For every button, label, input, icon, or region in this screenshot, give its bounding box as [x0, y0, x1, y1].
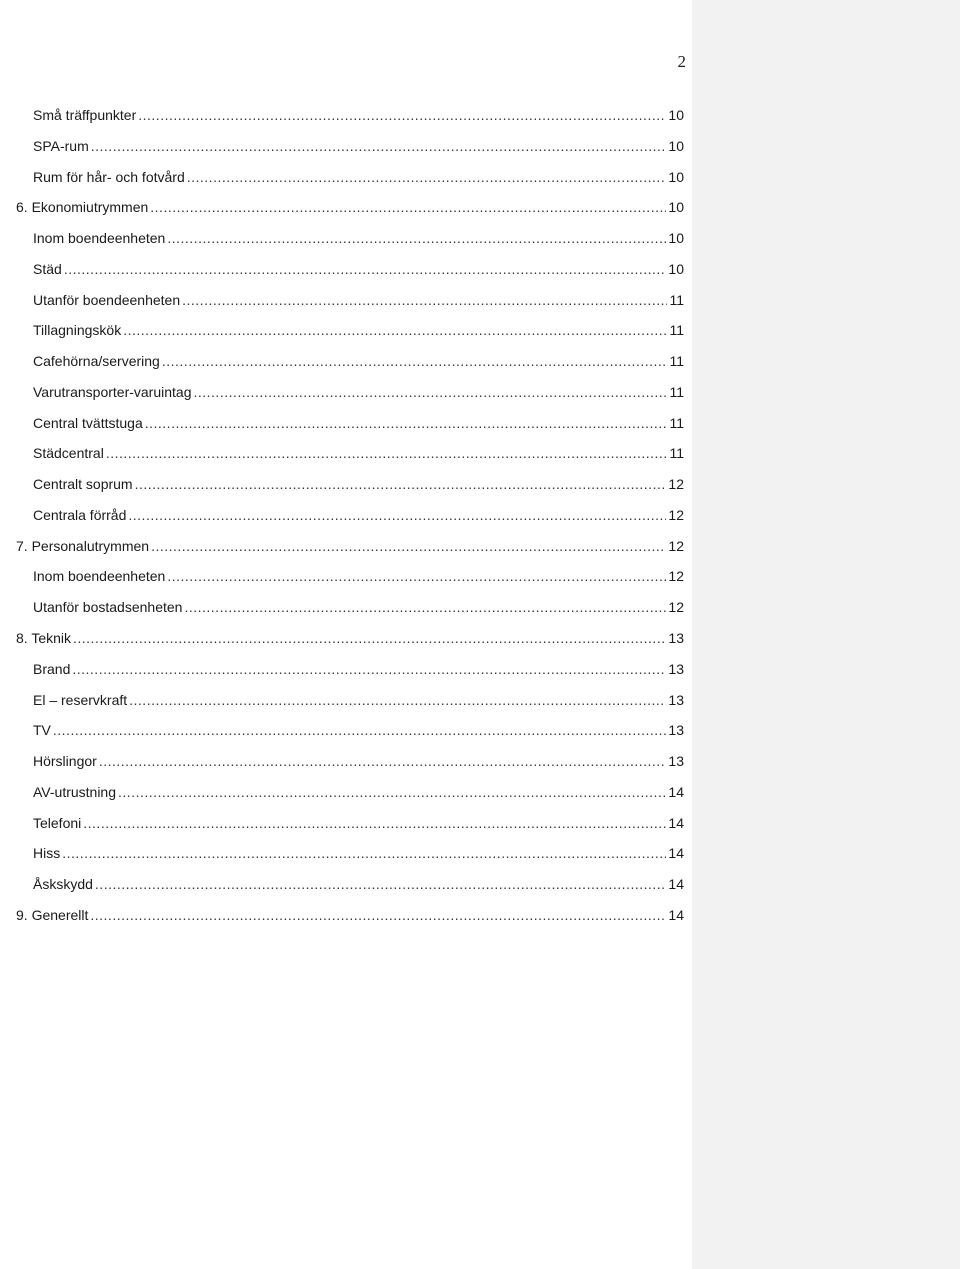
toc-entry-page: 12 — [668, 476, 684, 493]
toc-dot-leader — [72, 654, 666, 685]
toc-dot-leader — [167, 561, 666, 592]
toc-entry[interactable] — [0, 900, 684, 931]
toc-entry[interactable] — [0, 561, 684, 592]
toc-entry[interactable] — [0, 377, 684, 408]
toc-entry[interactable] — [0, 315, 684, 346]
toc-dot-leader — [99, 746, 667, 777]
toc-dot-leader — [53, 715, 667, 746]
toc-entry[interactable] — [0, 531, 684, 562]
toc-entry-title: 7. Personalutrymmen — [16, 537, 150, 554]
toc-entry-page: 12 — [668, 506, 684, 523]
toc-entry-page: 10 — [668, 107, 684, 123]
toc-entry-title: Städcentral — [33, 445, 104, 462]
toc-entry-title: Utanför boendeenheten — [33, 291, 181, 308]
toc-entry-title: El – reservkraft — [33, 691, 128, 708]
toc-entry[interactable] — [0, 408, 684, 439]
toc-dot-leader — [62, 838, 666, 869]
toc-entry[interactable] — [0, 254, 684, 285]
toc-entry-title: 8. Teknik — [16, 630, 71, 647]
toc-entry-page: 10 — [668, 137, 684, 154]
toc-entry-title: Centrala förråd — [33, 506, 127, 523]
toc-dot-leader — [150, 192, 666, 223]
toc-entry-page: 12 — [668, 599, 684, 616]
toc-entry-page: 14 — [668, 845, 684, 862]
toc-dot-leader — [193, 377, 667, 408]
toc-entry-page: 13 — [668, 691, 684, 708]
toc-entry-title: Åskskydd — [33, 876, 93, 893]
toc-entry-page: 14 — [668, 814, 684, 831]
toc-entry-title: Tillagningskök — [33, 322, 122, 339]
toc-entry-title: Cafehörna/servering — [33, 353, 160, 370]
toc-dot-leader — [138, 100, 666, 131]
toc-entry-page: 10 — [668, 168, 684, 185]
toc-dot-leader — [73, 623, 666, 654]
toc-entry-page: 11 — [669, 353, 684, 370]
toc-entry[interactable] — [0, 285, 684, 316]
toc-dot-leader — [187, 162, 667, 193]
toc-entry[interactable] — [0, 654, 684, 685]
toc-entry-title: 6. Ekonomiutrymmen — [16, 199, 149, 216]
toc-entry-page: 11 — [669, 291, 684, 308]
toc-entry-page: 11 — [669, 322, 684, 339]
toc-entry[interactable] — [0, 500, 684, 531]
toc-entry[interactable] — [0, 808, 684, 839]
page-number: 2 — [677, 52, 686, 71]
toc-entry-page: 11 — [669, 414, 684, 431]
toc-dot-leader — [167, 223, 666, 254]
toc-dot-leader — [151, 531, 666, 562]
toc-entry[interactable] — [0, 162, 684, 193]
margin-panel — [692, 0, 960, 1269]
toc-entry-title: TV — [33, 722, 51, 739]
toc-entry-page: 13 — [668, 660, 684, 677]
toc-dot-leader — [135, 469, 667, 500]
toc-dot-leader — [64, 254, 667, 285]
toc-entry-page: 10 — [668, 230, 684, 247]
toc-entry[interactable] — [0, 715, 684, 746]
toc-dot-leader — [182, 285, 667, 316]
toc-entry[interactable] — [0, 623, 684, 654]
toc-dot-leader — [91, 131, 667, 162]
toc-dot-leader — [118, 777, 666, 808]
toc-entry-title: Telefoni — [33, 814, 82, 831]
toc-entry-title: Rum för hår- och fotvård — [33, 168, 185, 185]
toc-entry-page: 12 — [668, 568, 684, 585]
toc-entry[interactable] — [0, 192, 684, 223]
toc-entry[interactable] — [0, 869, 684, 900]
toc-entry[interactable] — [0, 131, 684, 162]
toc-entry[interactable] — [0, 685, 684, 716]
toc-entry[interactable] — [0, 592, 684, 623]
toc-entry-title: Inom boendeenheten — [33, 230, 166, 247]
toc-dot-leader — [90, 900, 666, 931]
toc-entry-page: 10 — [668, 260, 684, 277]
toc-dot-leader — [145, 408, 668, 439]
toc-entry-title: Hörslingor — [33, 753, 97, 770]
toc-entry-page: 13 — [668, 753, 684, 770]
toc-dot-leader — [106, 438, 668, 469]
toc-entry[interactable] — [0, 469, 684, 500]
toc-entry[interactable] — [0, 100, 684, 131]
toc-entry[interactable] — [0, 777, 684, 808]
toc-entry-page: 10 — [668, 199, 684, 216]
toc-entry-title: Centralt soprum — [33, 476, 133, 493]
toc-entry[interactable] — [0, 223, 684, 254]
toc-entry-page: 14 — [668, 783, 684, 800]
toc-entry-title: Städ — [33, 260, 62, 277]
toc-dot-leader — [162, 346, 668, 377]
toc-entry-page: 11 — [669, 383, 684, 400]
toc-entry-title: SPA-rum — [33, 137, 89, 154]
toc-entry-title: AV-utrustning — [33, 783, 117, 800]
toc-entry-title: Varutransporter-varuintag — [33, 383, 192, 400]
toc-entry-page: 13 — [668, 722, 684, 739]
toc-dot-leader — [95, 869, 667, 900]
toc-entry-title: Brand — [33, 660, 71, 677]
toc-dot-leader — [184, 592, 666, 623]
toc-dot-leader — [83, 808, 666, 839]
toc-entry-page: 14 — [668, 876, 684, 893]
toc-entry-title: Central tvättstuga — [33, 414, 143, 431]
toc-dot-leader — [128, 500, 666, 531]
toc-entry-title: 9. Generellt — [16, 906, 89, 923]
toc-dot-leader — [123, 315, 667, 346]
toc-entry-page: 14 — [668, 906, 684, 923]
toc-entry-title: Inom boendeenheten — [33, 568, 166, 585]
toc-entry[interactable] — [0, 746, 684, 777]
toc-dot-leader — [129, 685, 666, 716]
table-of-contents — [0, 100, 684, 931]
toc-entry-title: Hiss — [33, 845, 61, 862]
toc-entry[interactable] — [0, 346, 684, 377]
toc-entry-page: 12 — [668, 537, 684, 554]
toc-entry[interactable] — [0, 438, 684, 469]
toc-entry-page: 11 — [669, 445, 684, 462]
toc-entry[interactable] — [0, 838, 684, 869]
toc-entry-page: 13 — [668, 630, 684, 647]
toc-entry-title: Små träffpunkter — [33, 107, 137, 123]
toc-entry-title: Utanför bostadsenheten — [33, 599, 183, 616]
